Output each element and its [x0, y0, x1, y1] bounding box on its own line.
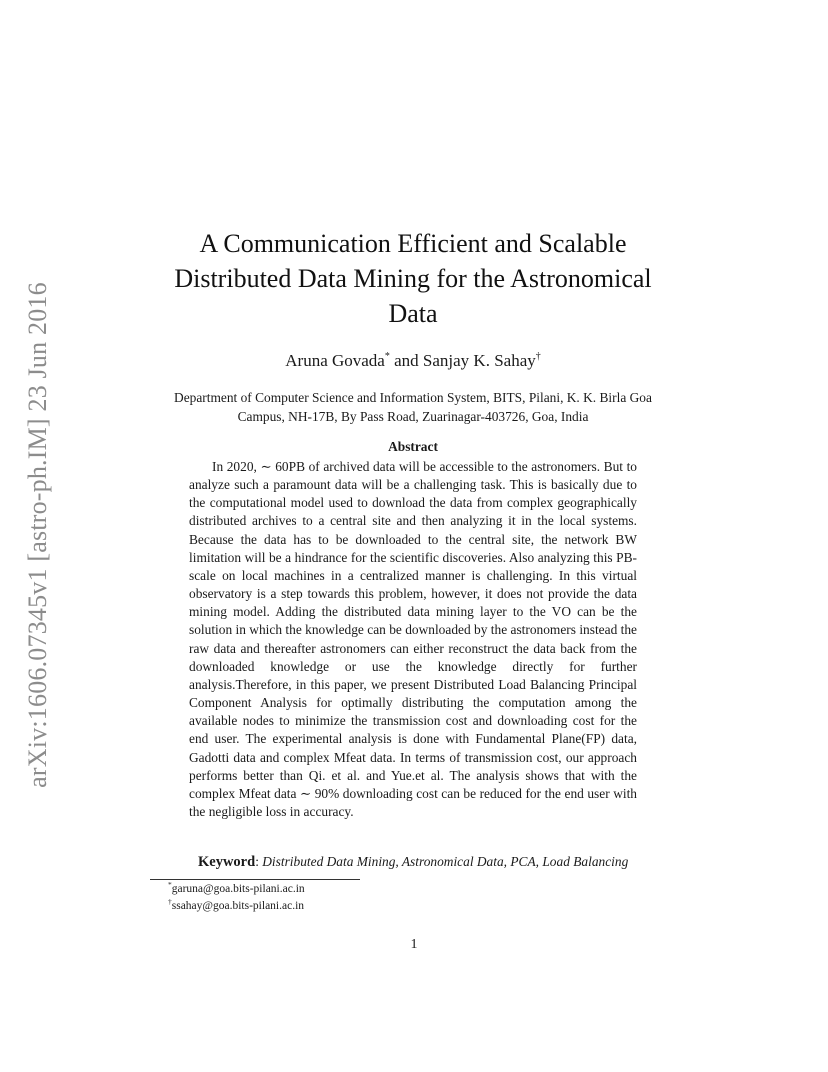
keywords-label: Keyword [198, 854, 256, 870]
page-number: 1 [410, 937, 418, 952]
footnote-mark: * [384, 351, 390, 362]
abstract-heading: Abstract [388, 439, 438, 454]
footnote-rule [150, 879, 360, 880]
title-line: Distributed Data Mining for the Astronomical [174, 264, 652, 293]
author-name: Sanjay K. Sahay [422, 351, 536, 370]
paper-title [130, 226, 696, 331]
affiliation-line: Campus, NH-17B, By Pass Road, Zuarinagar-403726, Goa, India [237, 408, 589, 424]
footnote-email[interactable]: garuna@goa.bits-pilani.ac.in [171, 883, 305, 895]
affiliation-line: Department of Computer Science and Information System, BITS, Pilani, K. K. Birla Goa [174, 390, 652, 405]
title-line: A Communication Efficient and Scalable [199, 229, 627, 258]
footnote-email[interactable]: ssahay@goa.bits-pilani.ac.in [171, 900, 305, 912]
footnote-mark: † [168, 897, 172, 906]
author-name: Aruna Govada [285, 351, 385, 370]
footnote [168, 882, 305, 897]
footnote-mark: † [535, 351, 541, 362]
footnote [168, 899, 304, 914]
title-line: Data [388, 299, 438, 328]
footnote-mark: * [168, 880, 172, 889]
author-connector: and [389, 351, 423, 370]
affiliation [130, 389, 696, 426]
keywords-separator: : [255, 854, 263, 869]
keywords [198, 853, 628, 871]
author-list [130, 350, 696, 372]
keywords-text: Distributed Data Mining, Astronomical Data, PCA, Load Balancing [262, 854, 629, 869]
arxiv-identifier-stamp: arXiv:1606.07345v1 [astro-ph.IM] 23 Jun 2016 [23, 282, 52, 788]
abstract-body: In 2020, ∼ 60PB of archived data will be accessible to the astronomers. But to analyze such a paramount data will be a challenging task. This is basically due to the computational model used to download the data from complex geographically distributed archives to a central site and then analyzing it in the local systems. Because the data has to be downloaded to the central site, the network BW limitation will be a hindrance for the scientific discoveries. Also analyzing this PB-scale on local machines in a centralized manner is challenging. In this virtual observatory is a step towards this problem, however, it does not provide the data mining model. Adding the distributed data mining layer to the VO can be the solution in which the knowledge can be downloaded by the astronomers instead the raw data and thereafter astronomers can either reconstruct the data back from the downloaded knowledge or use the knowledge directly for further analysis.Therefore, in this paper, we present Distributed Load Balancing Principal Component Analysis for optimally distributing the computation among the available nodes to minimize the transmission cost and downloading cost for the end user. The experimental analysis is done with Fundamental Plane(FP) data, Gadotti data and complex Mfeat data. In terms of transmission cost, our approach performs better than Qi. et al. and Yue.et al. The analysis shows that with the complex Mfeat data ∼ 90% downloading cost can be reduced for the end user with the negligible loss in accuracy. [189, 459, 637, 819]
